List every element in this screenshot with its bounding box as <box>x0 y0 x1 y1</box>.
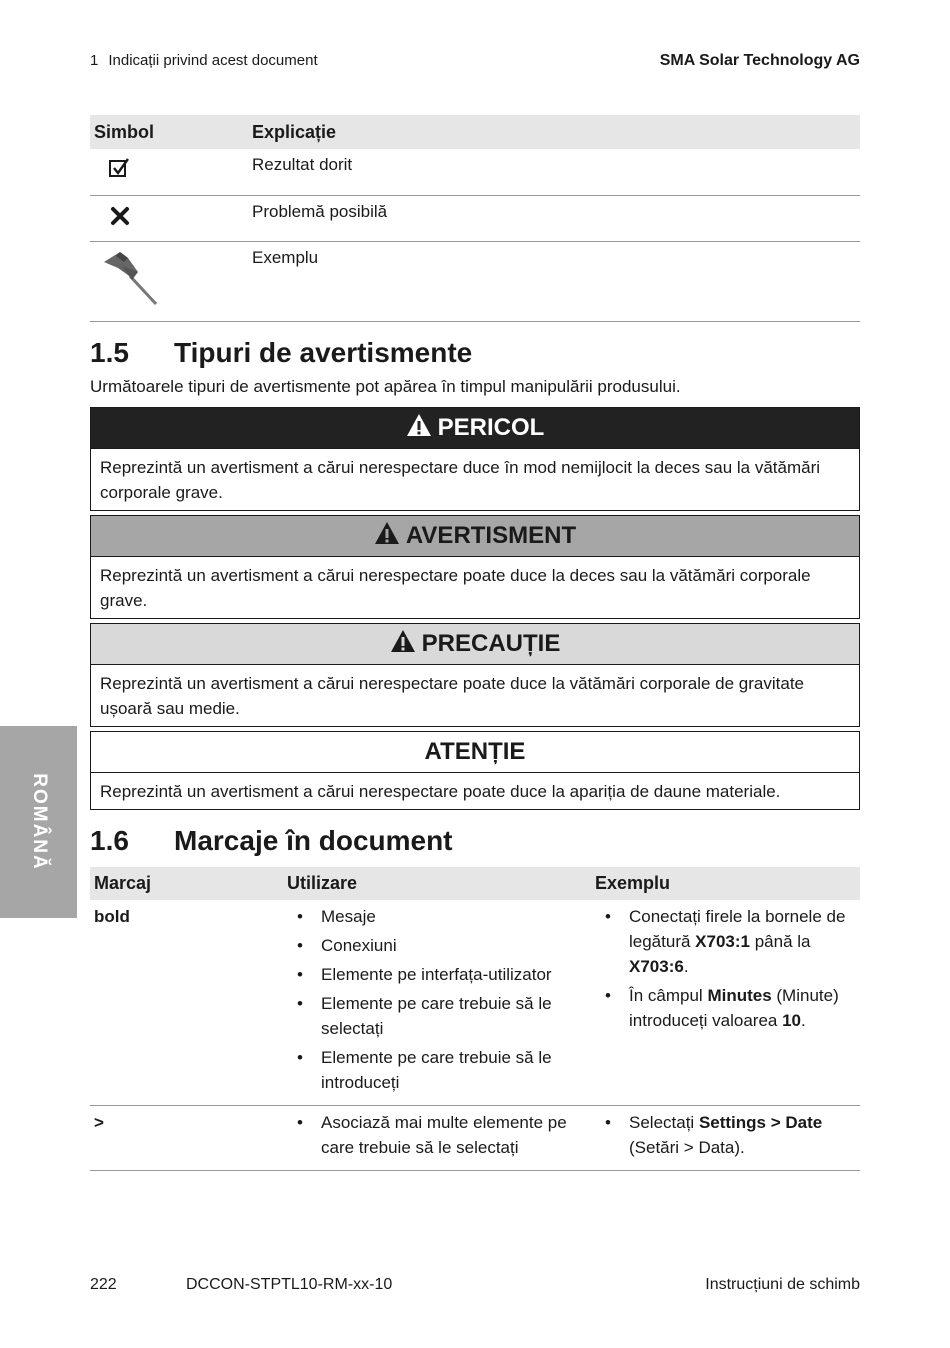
warning-triangle-icon <box>406 413 432 444</box>
warning-label: AVERTISMENT <box>405 522 577 549</box>
symbol-cell <box>90 195 248 241</box>
danger-label: PERICOL <box>437 414 545 441</box>
chapter-number: 1 <box>90 52 99 69</box>
column-header-symbol: Simbol <box>90 115 248 149</box>
table-header-row <box>90 115 860 149</box>
list-item: • Elemente pe care trebuie să le selectați <box>287 991 587 1041</box>
table-header-row <box>90 867 860 900</box>
table-row <box>90 1106 860 1171</box>
table-row <box>90 900 860 1106</box>
caution-box <box>90 623 860 727</box>
section-heading <box>90 825 453 857</box>
document-code: DCCON-STPTL10-RM-xx-10 <box>186 1276 393 1293</box>
explanation-cell: Problemă posibilă <box>248 195 860 241</box>
marking-cell: > <box>90 1106 283 1171</box>
section-title: Tipuri de avertismente <box>174 337 473 368</box>
page-number: 222 <box>90 1276 117 1293</box>
marking-cell: bold <box>90 900 283 1106</box>
marking-table <box>90 867 860 1171</box>
x-mark-icon <box>110 206 130 231</box>
list-item: • Conectați firele la bornele de legătură X703:1 până la X703:6. <box>595 904 856 979</box>
list-item: • În câmpul Minutes (Minute) introduceți valoarea 10. <box>595 983 856 1033</box>
usage-cell <box>283 900 591 1106</box>
warning-box <box>90 515 860 619</box>
running-header-chapter <box>90 52 318 69</box>
language-label: ROMÂNĂ <box>28 773 50 871</box>
list-item: • Mesaje <box>287 904 587 929</box>
warning-bar <box>91 516 859 556</box>
list-item: • Selectați Settings > Date (Setări > Data). <box>595 1110 856 1160</box>
notice-bar <box>91 732 859 772</box>
notice-text: Reprezintă un avertisment a cărui nerespectare poate duce la apariția de daune materiale. <box>91 772 859 809</box>
usage-cell <box>283 1106 591 1171</box>
usage-list <box>287 1110 587 1160</box>
caution-text: Reprezintă un avertisment a cărui nerespectare poate duce la vătămări corporale de gravitate ușoară sau medie. <box>91 664 859 726</box>
document-type: Instrucțiuni de schimb <box>705 1276 860 1293</box>
list-item: • Conexiuni <box>287 933 587 958</box>
chapter-title: Indicații privind acest document <box>108 52 318 69</box>
column-header-explanation: Explicație <box>248 115 860 149</box>
list-item: • Elemente pe care trebuie să le introduceți <box>287 1045 587 1095</box>
danger-text: Reprezintă un avertisment a cărui nerespectare duce în mod nemijlocit la deces sau la vătămări corporale grave. <box>91 448 859 510</box>
symbol-cell <box>90 149 248 195</box>
usage-list <box>287 904 587 1095</box>
explanation-cell: Rezultat dorit <box>248 149 860 195</box>
symbol-cell <box>90 241 248 321</box>
explanation-cell: Exemplu <box>248 241 860 321</box>
example-cell <box>591 900 860 1106</box>
caution-label: PRECAUȚIE <box>421 630 561 657</box>
section-number: 1.6 <box>90 825 129 856</box>
warning-text: Reprezintă un avertisment a cărui nerespectare poate duce la deces sau la vătămări corporale grave. <box>91 556 859 618</box>
section-heading <box>90 337 472 369</box>
section-number: 1.5 <box>90 337 129 368</box>
example-cell <box>591 1106 860 1171</box>
notice-box <box>90 731 860 810</box>
table-row <box>90 241 860 321</box>
checkbox-check-icon <box>108 157 130 184</box>
danger-bar <box>91 408 859 448</box>
column-header-usage: Utilizare <box>283 867 591 900</box>
warning-triangle-icon <box>374 521 400 552</box>
language-tab <box>0 726 77 918</box>
table-row <box>90 149 860 195</box>
section-title: Marcaje în document <box>174 825 453 856</box>
danger-box <box>90 407 860 511</box>
warning-triangle-icon <box>390 629 416 660</box>
list-item: • Asociază mai multe elemente pe care trebuie să le selectați <box>287 1110 587 1160</box>
company-name: SMA Solar Technology AG <box>659 52 860 69</box>
notice-label: ATENȚIE <box>424 738 526 765</box>
list-item: • Elemente pe interfața-utilizator <box>287 962 587 987</box>
example-list <box>595 1110 856 1160</box>
caution-bar <box>91 624 859 664</box>
symbol-table <box>90 115 860 322</box>
example-list <box>595 904 856 1033</box>
column-header-marking: Marcaj <box>90 867 283 900</box>
pushpin-icon <box>98 248 160 313</box>
section-intro: Următoarele tipuri de avertismente pot apărea în timpul manipulării produsului. <box>90 377 681 396</box>
column-header-example: Exemplu <box>591 867 860 900</box>
table-row <box>90 195 860 241</box>
